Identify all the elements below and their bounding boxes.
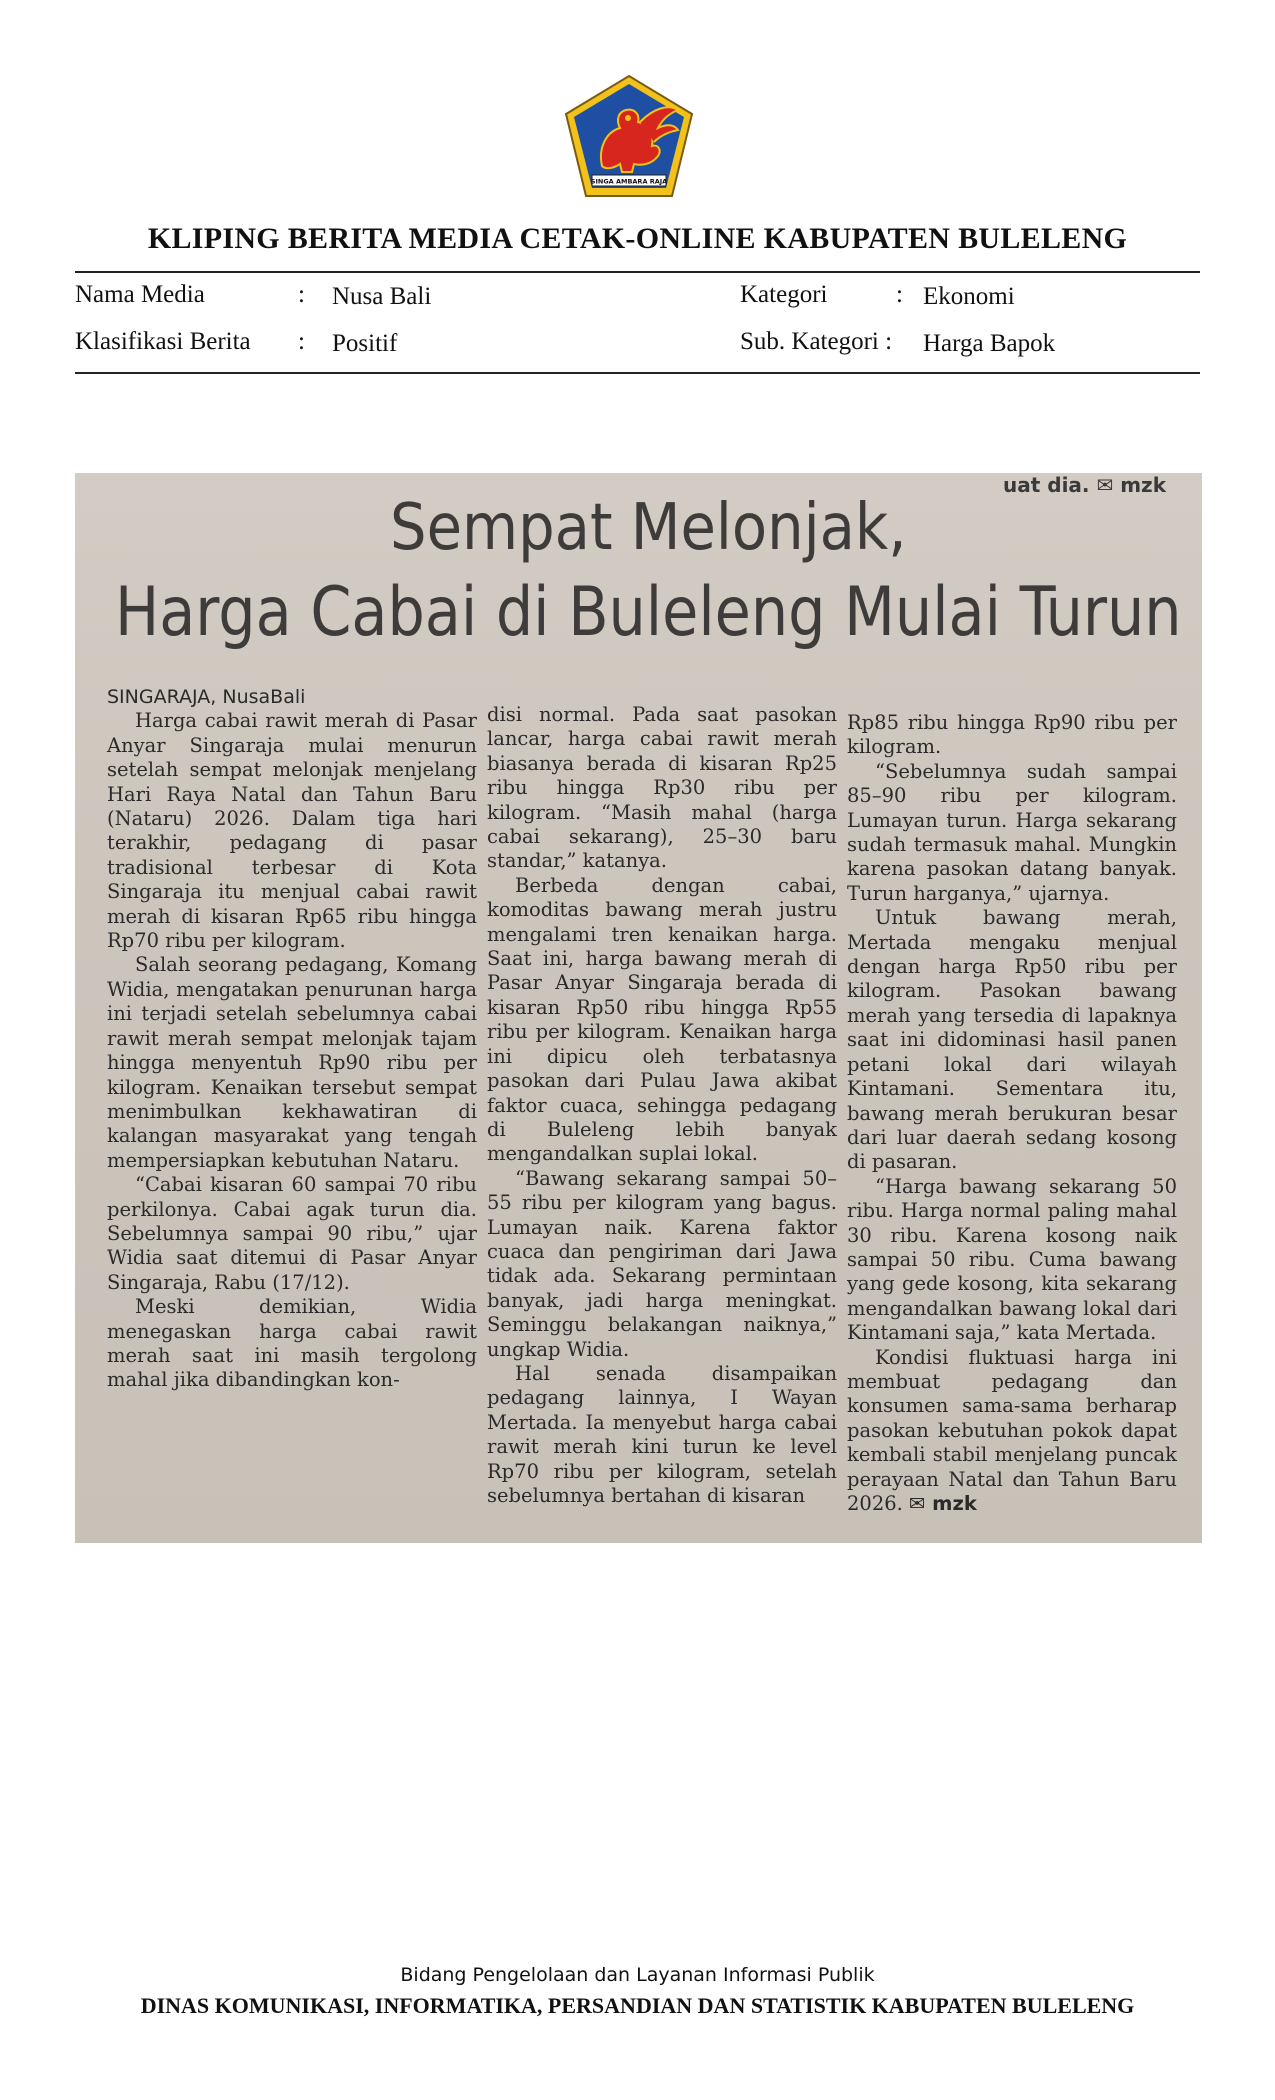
clipping-corner-fragment: uat dia. ✉ mzk: [1003, 473, 1166, 497]
footer-division: Bidang Pengelolaan dan Layanan Informasi Publik: [400, 1964, 875, 1986]
article-paragraph: Berbeda dengan cabai, komoditas bawang merah justru mengalami tren kenaikan harga. Saat ini, harga bawang merah di Pasar Anyar Singaraja berada di kisaran Rp50 ribu hingga Rp55 ribu per kilogram. Kenaikan harga ini dipicu oleh terbatasnya pasokan dari Pulau Jawa akibat faktor cuaca, sehingga pedagang di Buleleng lebih banyak mengandalkan suplai lokal.: [487, 873, 837, 1166]
article-paragraph: Salah seorang pedagang, Komang Widia, mengatakan penurunan harga ini terjadi setelah sebelumnya cabai rawit merah sempat melonjak tajam hingga menyentuh Rp90 ribu per kilogram. Kenaikan tersebut sempat menimbulkan kekhawatiran di kalangan masyarakat yang tengah mempersiapkan kebutuhan Nataru.: [107, 953, 477, 1172]
article-paragraph: Harga cabai rawit merah di Pasar Anyar Singaraja mulai menurun setelah sempat melonjak menjelang Hari Raya Natal dan Tahun Baru (Nataru) 2026. Dalam tiga hari terakhir, pedagang di pasar tradisional terbesar di Kota Singaraja itu menjual cabai rawit merah di kisaran Rp65 ribu hingga Rp70 ribu per kilogram.: [107, 709, 477, 953]
klasifikasi-value: Positif: [332, 330, 398, 357]
article-dateline: SINGARAJA, NusaBali: [107, 686, 306, 708]
kategori-label: Kategori: [740, 281, 828, 308]
media-value: Nusa Bali: [332, 283, 432, 310]
document-title: KLIPING BERITA MEDIA CETAK-ONLINE KABUPATEN BULELENG: [147, 222, 1128, 255]
article-paragraph: Meski demikian, Widia menegaskan harga cabai rawit merah saat ini masih tergolong mahal jika dibandingkan kon-: [107, 1295, 477, 1392]
article-column-2: [487, 703, 837, 1508]
media-colon: :: [298, 281, 305, 308]
article-paragraph: Rp85 ribu hingga Rp90 ribu per kilogram.: [847, 711, 1177, 759]
subkategori-value: Harga Bapok: [923, 330, 1056, 357]
article-column-1: [107, 685, 477, 1393]
article-column-3: [847, 711, 1177, 1516]
headline-line-2: Harga Cabai di Buleleng Mulai Turun: [115, 573, 1182, 652]
article-paragraph: “Harga bawang sekarang 50 ribu. Harga normal paling mahal 30 ribu. Karena kosong naik sampai 50 ribu. Cuma bawang yang gede kosong, kita sekarang mengandalkan bawang lokal dari Kintamani saja,” kata Mertada.: [847, 1174, 1177, 1345]
article-paragraph: “Sebelumnya sudah sampai 85–90 ribu per kilogram. Lumayan turun. Harga sekarang sudah termasuk mahal. Mungkin karena pasokan datang banyak. Turun harganya,” ujarnya.: [847, 759, 1177, 905]
subkategori-label: Sub. Kategori :: [740, 328, 893, 355]
klasifikasi-colon: :: [298, 328, 305, 355]
footer-agency: DINAS KOMUNIKASI, INFORMATIKA, PERSANDIAN DAN STATISTIK KABUPATEN BULELENG: [140, 1993, 1135, 2018]
article-paragraph: “Cabai kisaran 60 sampai 70 ribu perkilonya. Cabai agak turun dia. Sebelumnya sampai 90 ribu,” ujar Widia saat ditemui di Pasar Anyar Singaraja, Rabu (17/12).: [107, 1173, 477, 1294]
header-rule-bottom: [75, 372, 1200, 374]
header-rule-top: [75, 271, 1200, 273]
author-signature: ✉ mzk: [909, 1492, 977, 1515]
article-paragraph: Untuk bawang merah, Mertada mengaku menjual dengan harga Rp50 ribu per kilogram. Pasokan bawang merah yang tersedia di lapaknya saat ini didominasi hasil panen petani lokal dari wilayah Kintamani. Sementara itu, bawang merah berukuran besar dari luar daerah sedang kosong di pasaran.: [847, 906, 1177, 1174]
kategori-value: Ekonomi: [923, 283, 1015, 310]
klasifikasi-label: Klasifikasi Berita: [75, 328, 251, 355]
emblem-logo: [562, 74, 696, 200]
kategori-colon: :: [896, 281, 903, 308]
article-paragraph: “Bawang sekarang sampai 50–55 ribu per kilogram yang bagus. Lumayan naik. Karena faktor cuaca dan pengiriman dari Jawa tidak ada. Sekarang permintaan banyak, jadi harga meningkat. Seminggu belakangan naiknya,” ungkap Widia.: [487, 1166, 837, 1361]
media-label: Nama Media: [75, 281, 205, 308]
article-paragraph: Hal senada disampaikan pedagang lainnya, I Wayan Mertada. Ia menyebut harga cabai rawit merah kini turun ke level Rp70 ribu per kilogram, setelah sebelumnya bertahan di kisaran: [487, 1361, 837, 1507]
newspaper-clipping: [75, 473, 1202, 1543]
article-closing-text: Kondisi fluktuasi harga ini membuat pedagang dan konsumen sama-sama berharap pasokan kebutuhan pokok dapat kembali stabil menjelang puncak perayaan Natal dan Tahun Baru 2026.: [847, 1345, 1177, 1515]
logo-caption: SINGA AMBARA RAJA: [590, 177, 668, 186]
headline-line-1: Sempat Melonjak,: [390, 491, 907, 565]
article-paragraph: disi normal. Pada saat pasokan lancar, harga cabai rawit merah biasanya berada di kisaran Rp25 ribu hingga Rp30 ribu per kilogram. “Masih mahal (harga cabai sekarang), 25–30 baru standar,” katanya.: [487, 703, 837, 873]
article-paragraph: [847, 1346, 1177, 1517]
